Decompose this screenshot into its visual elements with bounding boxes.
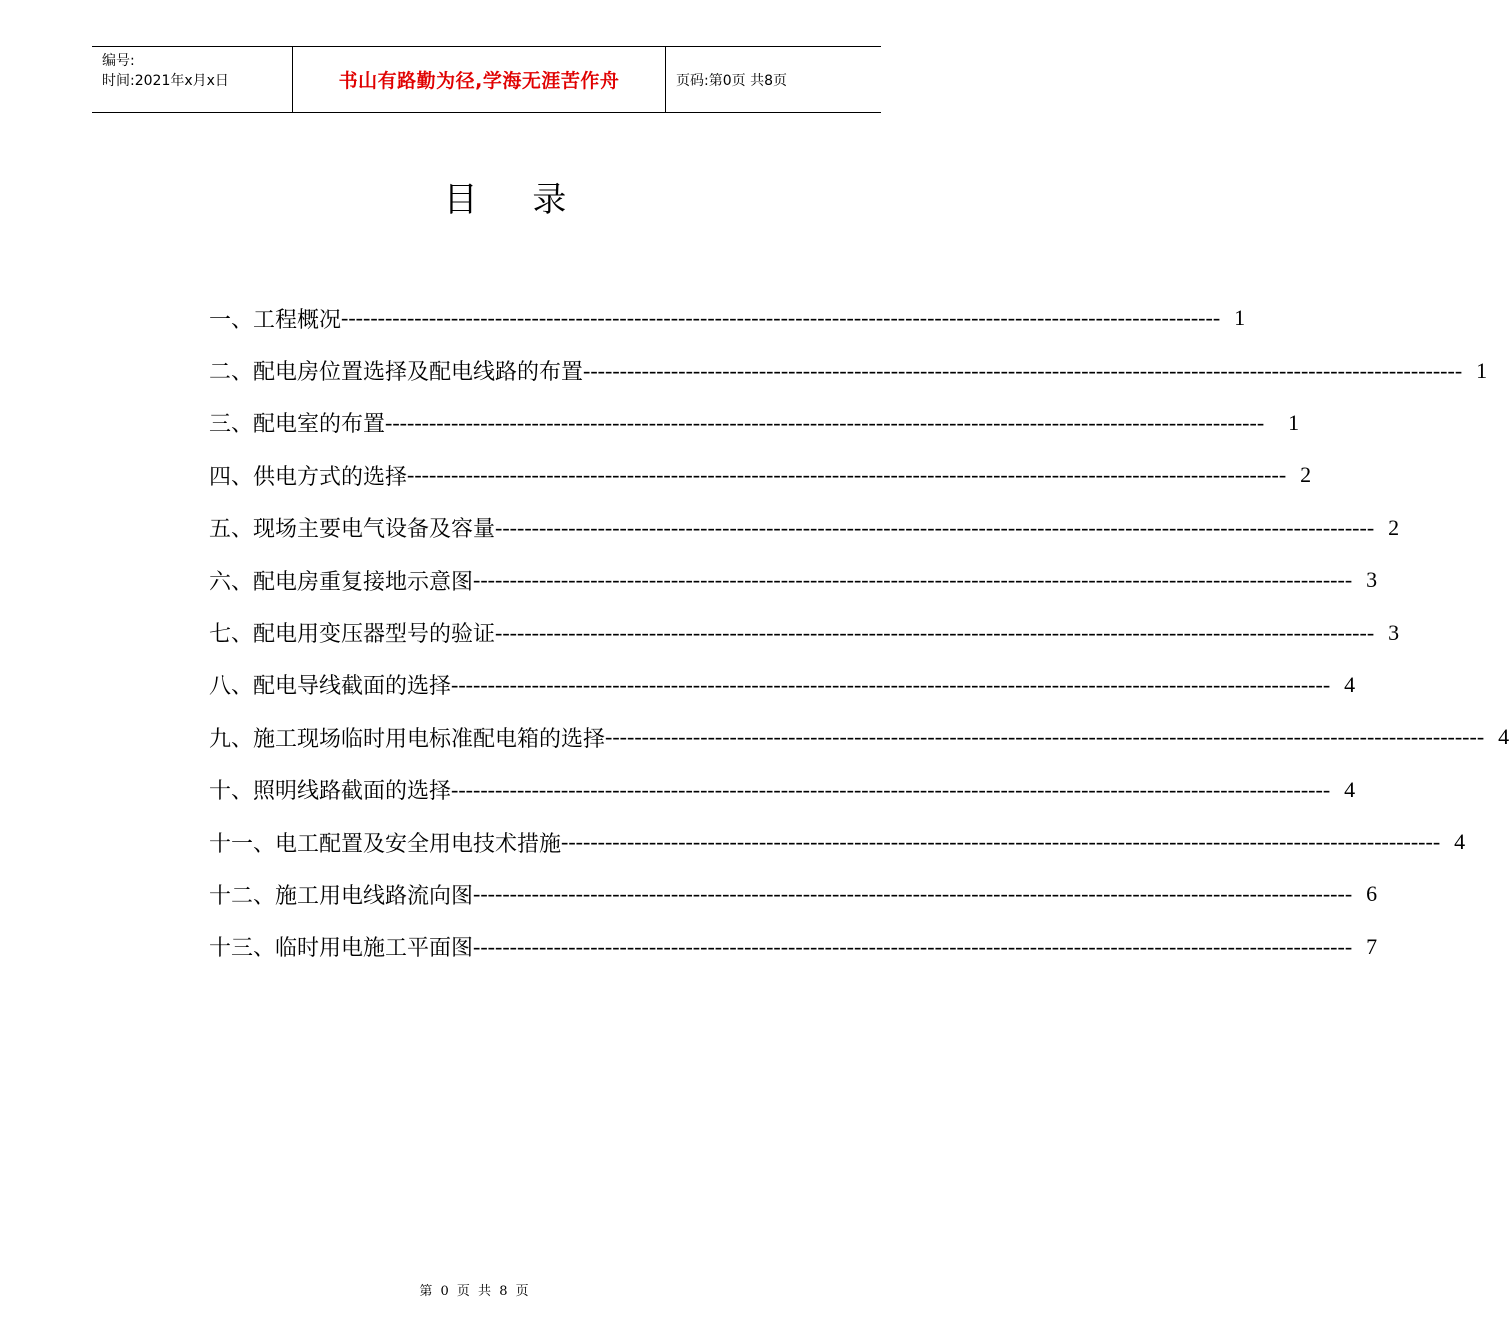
toc-entry-page: 7 (1366, 933, 1378, 959)
toc-entry-page: 2 (1300, 462, 1312, 488)
toc-entry[interactable] (209, 606, 1400, 658)
toc-entry-label: 十三、临时用电施工平面图 (209, 936, 474, 962)
toc-entry-label: 一、工程概况 (209, 307, 342, 333)
toc-entry-page: 3 (1388, 619, 1400, 645)
toc-entry[interactable] (209, 292, 1246, 344)
toc-entry-label: 四、供电方式的选择 (209, 464, 408, 490)
toc-entry-page: 4 (1344, 776, 1356, 802)
toc-entry[interactable] (209, 502, 1400, 554)
header-meta (92, 47, 293, 112)
toc-dot-leader: ------------------------------------------------------------------------------------------------------------------------ (451, 671, 1331, 697)
toc-entry-page: 6 (1366, 881, 1378, 907)
toc-entry-page: 1 (1476, 357, 1488, 383)
document-time-label: 时间:2021年x月x日 (102, 73, 229, 89)
toc-entry-page: 1 (1288, 409, 1300, 435)
toc-entry-page: 1 (1234, 305, 1246, 331)
header-page-info: 页码:第0页 共8页 (676, 72, 787, 89)
toc-dot-leader: ------------------------------------------------------------------------------------------------------------------------ (473, 881, 1353, 907)
toc-entry-page: 4 (1498, 724, 1510, 750)
toc-entry[interactable] (209, 344, 1488, 396)
toc-entry-page: 4 (1344, 671, 1356, 697)
toc-entry[interactable] (209, 816, 1466, 868)
toc-entry-label: 五、现场主要电气设备及容量 (209, 517, 496, 543)
toc-entry[interactable] (209, 659, 1356, 711)
toc-entry[interactable] (209, 711, 1510, 763)
toc-entry-label: 十一、电工配置及安全用电技术措施 (209, 831, 562, 857)
toc-entry-page: 4 (1454, 829, 1466, 855)
toc-entry-label: 二、配电房位置选择及配电线路的布置 (209, 360, 584, 386)
document-number-label: 编号: (102, 53, 135, 69)
toc-dot-leader: ------------------------------------------------------------------------------------------------------------------------ (451, 776, 1331, 802)
toc-dot-leader: ------------------------------------------------------------------------------------------------------------------------ (495, 619, 1375, 645)
toc-dot-leader: ------------------------------------------------------------------------------------------------------------------------ (407, 462, 1287, 488)
toc-dot-leader: ------------------------------------------------------------------------------------------------------------------------ (341, 305, 1221, 331)
toc-dot-leader: ------------------------------------------------------------------------------------------------------------------------ (473, 933, 1353, 959)
toc-entry[interactable] (209, 397, 1300, 449)
toc-entry[interactable] (209, 554, 1378, 606)
toc-entry[interactable] (209, 764, 1356, 816)
toc-dot-leader: ------------------------------------------------------------------------------------------------------------------------ (473, 567, 1353, 593)
toc-dot-leader: ------------------------------------------------------------------------------------------------------------------------ (385, 409, 1265, 435)
toc-dot-leader: ------------------------------------------------------------------------------------------------------------------------ (561, 829, 1441, 855)
toc-entry[interactable] (209, 921, 1378, 973)
page-title: 目 录 (443, 180, 589, 220)
toc-dot-leader: ------------------------------------------------------------------------------------------------------------------------ (495, 514, 1375, 540)
toc-entry[interactable] (209, 868, 1378, 920)
toc-entry-label: 六、配电房重复接地示意图 (209, 569, 474, 595)
toc-entry-label: 八、配电导线截面的选择 (209, 674, 452, 700)
page-header (92, 46, 881, 113)
toc-entry-label: 七、配电用变压器型号的验证 (209, 622, 496, 648)
header-motto: 书山有路勤为径,学海无涯苦作舟 (293, 47, 666, 112)
toc-entry-page: 2 (1388, 514, 1400, 540)
toc-dot-leader: ------------------------------------------------------------------------------------------------------------------------ (605, 724, 1485, 750)
toc-entry-label: 十、照明线路截面的选择 (209, 779, 452, 805)
toc-dot-leader: ------------------------------------------------------------------------------------------------------------------------ (583, 357, 1463, 383)
toc-entry-label: 九、施工现场临时用电标准配电箱的选择 (209, 726, 606, 752)
page-footer: 第 0 页 共 8 页 (419, 1284, 531, 1299)
toc-entry-label: 三、配电室的布置 (209, 412, 386, 438)
toc-entry-page: 3 (1366, 567, 1378, 593)
table-of-contents (209, 292, 1510, 973)
toc-entry[interactable] (209, 449, 1312, 501)
toc-entry-label: 十二、施工用电线路流向图 (209, 883, 474, 909)
